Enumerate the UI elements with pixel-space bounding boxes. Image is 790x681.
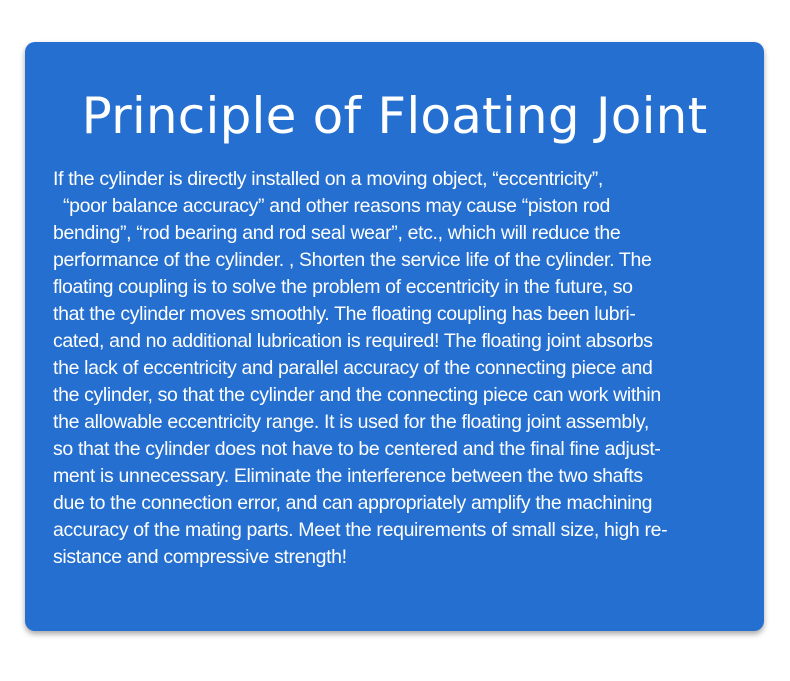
body-line: accuracy of the mating parts. Meet the requirements of small size, high re- xyxy=(53,519,668,541)
body-paragraph xyxy=(53,166,753,571)
body-line: ment is unnecessary. Eliminate the interference between the two shafts xyxy=(53,465,643,487)
body-line: due to the connection error, and can appropriately amplify the machining xyxy=(53,492,653,514)
body-line: that the cylinder moves smoothly. The floating coupling has been lubri- xyxy=(53,303,636,325)
info-card xyxy=(25,42,764,631)
body-line: floating coupling is to solve the problem of eccentricity in the future, so xyxy=(53,276,633,298)
body-line: the lack of eccentricity and parallel accuracy of the connecting piece and xyxy=(53,357,653,379)
body-line: bending”, “rod bearing and rod seal wear”, etc., which will reduce the xyxy=(53,222,621,244)
body-line: performance of the cylinder. , Shorten the service life of the cylinder. The xyxy=(53,249,652,271)
body-line: the allowable eccentricity range. It is used for the floating joint assembly, xyxy=(53,411,649,433)
body-line: “poor balance accuracy” and other reasons may cause “piston rod xyxy=(63,195,611,217)
body-line: the cylinder, so that the cylinder and the connecting piece can work within xyxy=(53,384,661,406)
body-line: cated, and no additional lubrication is required! The floating joint absorbs xyxy=(53,330,653,352)
body-line: If the cylinder is directly installed on a moving object, “eccentricity”, xyxy=(53,168,603,190)
body-line: sistance and compressive strength! xyxy=(53,546,347,568)
body-line: so that the cylinder does not have to be centered and the final fine adjust- xyxy=(53,438,661,460)
page-title: Principle of Floating Joint xyxy=(81,87,708,145)
